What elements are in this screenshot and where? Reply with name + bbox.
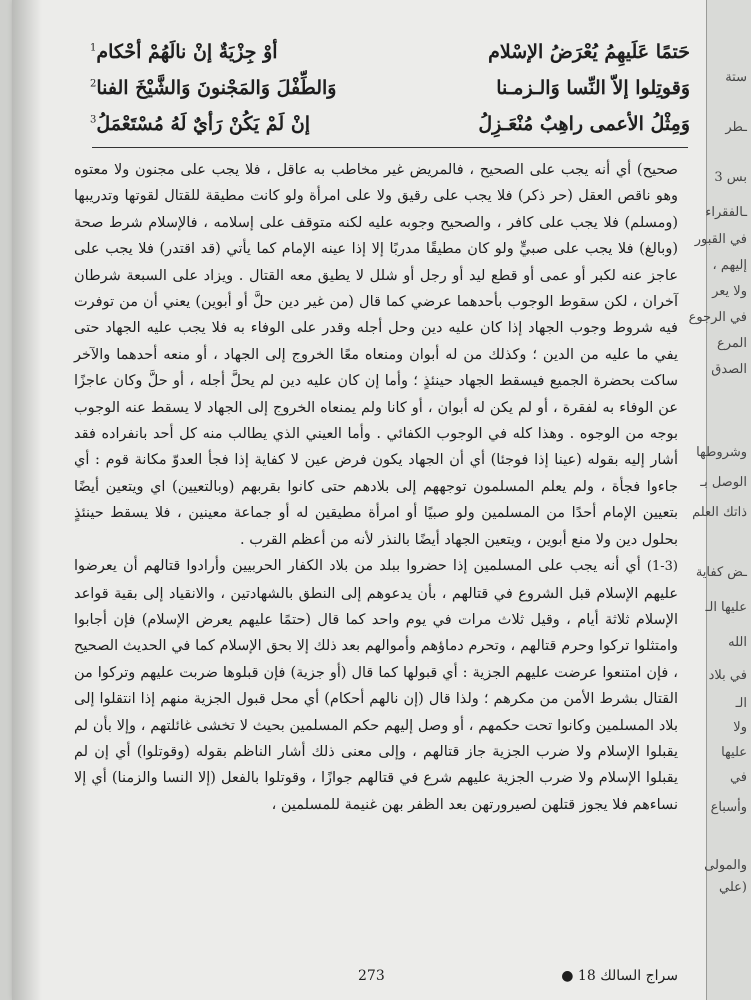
- book-page: [12, 0, 718, 1000]
- signature-mark: 18 ●: [561, 968, 596, 984]
- adjacent-text: ـالفقراء: [705, 205, 747, 220]
- adjacent-text: وشروطها: [696, 445, 747, 460]
- verse-line: [90, 106, 690, 142]
- commentary-paragraph: (1-3) أي أنه يجب على المسلمين إذا حضروا ببلد من بلاد الكفار الحربيين وأرادوا قتالهم أن يعرضوا عليهم الإسلام قبل الشروع في قتالهم ، بأن يدعوهم إلى النطق بالشهادتين ، والانقياد إلى بقية قواعد الإسلام ثلاثة أيام ، وقيل ثلاث مرات في يوم واحد كما قال (حتمًا عليهم يعرض الإسلام) فإن أجابوا وامتثلوا تركوا وحرم قتالهم ، وتحرم دماؤهم وأموالهم بعد ذلك إلا بحق الإسلام كما في الحديث الصحيح ، فإن امتنعوا عرضت عليهم الجزية : أي قبولها كما قال (أو جزية) فإن قبلوها ضربت عليهم وتركوا من القتال بشرط الأمن من مكرهم ؛ ولذا قال (إن نالهم أحكام) أي محل قبول الجزية منهم إذا انتقلوا إلى بلاد المسلمين وكانوا تحت حكمهم ، أو وصل إليهم حكم المسلمين بحيث لا تخشى غائلتهم ، وإلا بأن لم يقبلوا الإسلام ولا ضرب الجزية جاز قتالهم ، وإلى معنى ذلك أشار الناظم بقوله (وقوتلوا) أي إن لم يقبلوا الإسلام ولا ضرب الجزية عليهم شرع في قتالهم جوازًا ، وقوتلوا بالفعل (إلا النسا والزمنا) أي إلا نساءهم فلا يجوز قتلهن لصيرورتهن بعد الظفر بهن غنيمة للمسلمين ،: [74, 558, 678, 813]
- adjacent-text: ـض كفاية: [695, 565, 747, 580]
- verse-left-hemistich: إنْ لَمْ يَكُنْ رَأيٌ لَهُ مُسْتَعْمَلُ$^3$: [90, 113, 311, 135]
- footnote-number: 2: [90, 78, 97, 90]
- page-number: 273: [358, 968, 385, 984]
- adjacent-text: عليها: [721, 745, 747, 760]
- commentary-paragraph: صحيح) أي أنه يجب على الصحيح ، فالمريض غير مخاطب به عاقل ، فلا يجب على مجنون ولا معتوه وهو ناقص العقل (حر ذكر) فلا يجب على رقيق ولا على امرأة ولو كانت مطيقة للقتال لقوتها وتدريبها (ومسلم) فلا يجب على كافر ، والصحيح وجوبه عليه لكنه متوقف على إسلامه ، فالإسلام شرط صحة (وبالغ) فلا يجب على صبيٍّ ولو كان مطيقًا مدربًا إلا إذا عينه الإمام كما يأتي (قد اقتدر) فلا يجب على عاجز عنه لكبر أو عمى أو قطع ليد أو رجل أو شلل لا يطيق معه القتال . ويزاد على السبعة شرطان آخران ، لكن سقوط الوجوب بأحدهما عرضي كما قال (من غير دين حلَّ أو أبوين) يعني أن من توفرت فيه شروط وجوب الجهاد إذا كان عليه دين وحل أجله وقدر على الوفاء به فلا يجب عليه الجهاد حتى يفي ما عليه من الدين ؛ وكذلك من له أبوان ومنعاه معًا الخروج إلى الجهاد ، أو منعه أحدهما والآخر ساكت بحضرة الجميع فيسقط الجهاد حينئذٍ ؛ وأما إن كان عليه دين لم يحلَّ أجله ، أو حلَّ وكان عاجزًا عن الوفاء به لفقرة ، أو لم يكن له أبوان ، أو كانا ولم يمنعاه الخروج إلى الجهاد لا يسقط عنه الوجوب بوجه من الوجوه . وهذا كله في الوجوب الكفائي . وأما العيني الذي يطالب منه كل أحد بانفراده فقد أشار إليه بقوله (عينا إذا فوجئا) أي أن الجهاد يكون فرض عين لا كفاية إذا فجأ العدوّ مكانة قوم : أي جاءوا فجأة ، ولم يعلم المسلمون توجههم إلى بلادهم حتى كانوا بقربهم (وبالتعيين) اي ويتعين أيضًا بتعيين الإمام أحدًا من المسلمين ولو صبيًا أو امرأة مطيقين له أو جماعة معينين ، فلا يسقط حينئذٍ بحلول دين ولا منع أبوين ، ويتعين الجهاد أيضًا بالنذر لأنه من أعظم القرب .: [74, 162, 678, 548]
- verse-line: [90, 34, 690, 70]
- adjacent-page-edge: [688, 0, 751, 1000]
- adjacent-text: في بلاد: [708, 668, 747, 683]
- adjacent-text: وأسباع: [710, 800, 747, 815]
- verse-right-hemistich: وَقوتِلوا إلاّ النِّسا وَالـزمـنا: [496, 77, 690, 99]
- page-gutter-shadow: [12, 0, 42, 1000]
- verse-left-hemistich: أوْ جِزْيَةٌ إنْ نالَهُمْ أحْكام$^1$: [90, 41, 278, 63]
- running-head: سراج السالك 18 ●: [561, 968, 678, 984]
- adjacent-text: الوصل بـ: [700, 475, 747, 490]
- footnote-number: 1: [90, 42, 97, 54]
- adjacent-text: الـ: [735, 696, 747, 711]
- verse-right-hemistich: وَمِثْلُ الأعمى راهِبٌ مُنْعَـزِلُ: [478, 113, 690, 135]
- verse-right-hemistich: حَتمًا عَلَيهِمُ يُعْرَضُ الإسْلام: [488, 41, 690, 63]
- verse-left-hemistich: وَالطِّفْلَ وَالمَجْنونَ وَالشَّيْخَ الفنا$^2$: [90, 77, 337, 99]
- adjacent-text: المرع: [716, 336, 747, 351]
- poem-verses: [90, 34, 690, 142]
- adjacent-text: الله: [728, 635, 747, 650]
- adjacent-text: ذاتك العلم: [692, 505, 747, 520]
- verse-line: [90, 70, 690, 106]
- paragraph-reference: (1-3): [646, 559, 678, 575]
- adjacent-text: في: [729, 770, 747, 785]
- adjacent-text: والمولى: [704, 858, 747, 873]
- footnote-number: 3: [90, 114, 97, 126]
- adjacent-text: إليهم ،: [712, 258, 747, 273]
- adjacent-text: الصدق: [711, 362, 747, 377]
- adjacent-text: ستة: [725, 70, 747, 85]
- separator-rule: [92, 147, 688, 148]
- adjacent-text: في الرجوع: [688, 310, 747, 325]
- page-footer: [12, 968, 718, 992]
- adjacent-text: ولا يعر: [712, 284, 747, 299]
- adjacent-text: ولا: [733, 720, 747, 735]
- commentary-text: [74, 157, 678, 818]
- adjacent-text: (علي: [719, 880, 747, 895]
- adjacent-text: ـطر: [725, 120, 747, 135]
- adjacent-text: بس 3: [714, 170, 747, 185]
- adjacent-text: في القبور: [694, 232, 747, 247]
- adjacent-text: عليها الـ: [705, 600, 747, 615]
